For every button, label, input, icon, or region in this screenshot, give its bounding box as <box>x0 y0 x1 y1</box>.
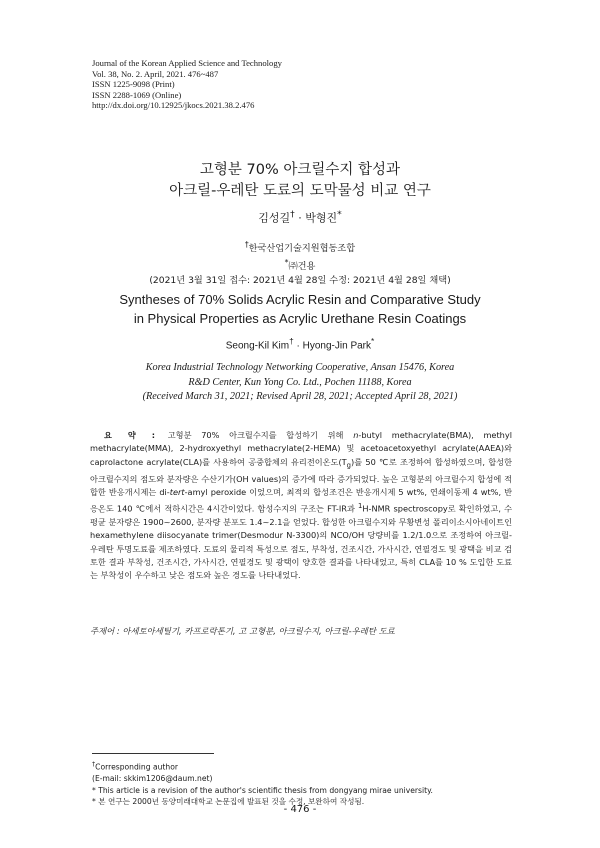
footnote-1: * This article is a revision of the author's scientific thesis from dongyang mirae university. <box>92 785 433 795</box>
abstract-label: 요 약 : <box>104 430 159 440</box>
abstract-text-3: )를 50 ℃로 조정하여 합성하였으며, 합성한 아크릴수지의 점도와 분자량은 수산기가(OH values)의 증가에 따라 증가되었다. 높은 고형분의 아크릴수지 합성에 적합한 반응개시제는 di- <box>90 456 512 498</box>
korean-title <box>0 160 600 202</box>
dates-en: (Received March 31, 2021; Revised April 28, 2021; Accepted April 28, 2021) <box>142 391 458 403</box>
affiliation-en-2: R&D Center, Kun Yong Co. Ltd., Pochen 11188, Korea <box>188 376 412 388</box>
author-separator-en: · <box>293 340 303 352</box>
affiliation-ko-1-mark: † <box>244 240 249 249</box>
korean-authors <box>0 209 600 226</box>
corresponding-author <box>92 759 433 773</box>
abstract-italic-n: n <box>353 430 359 440</box>
issn-print: ISSN 1225-9098 (Print) <box>92 79 175 90</box>
author2-en: Hyong-Jin Park <box>302 340 371 352</box>
abstract-text-1: 고형분 70% 아크릴수지를 합성하기 위해 <box>167 430 354 440</box>
corresponding-label: Corresponding author <box>95 762 178 772</box>
journal-name: Journal of the Korean Applied Science and Technology <box>92 58 282 68</box>
abstract-italic-tert: tert <box>169 487 185 498</box>
doi-link[interactable]: http://dx.doi.org/10.12925/jkocs.2021.38.2.476 <box>92 100 255 111</box>
english-title-line2: in Physical Properties as Acrylic Urethane Resin Coatings <box>133 310 467 326</box>
page-number: - 476 - <box>283 804 317 815</box>
english-title <box>0 291 600 328</box>
affiliation-ko-1 <box>0 238 600 256</box>
author1-en: Seong-Kil Kim <box>225 340 290 352</box>
affiliation-ko-1-text: 한국산업기술지원협동조합 <box>248 243 356 255</box>
journal-header <box>92 58 282 111</box>
english-authors <box>0 336 600 351</box>
abstract-text-5: H-NMR spectroscopy로 확인하였고, 수평균 분자량은 1900~2600, 분자량 분포도 1.4~2.1을 얻었다. 합성한 아크릴수지와 무황변성 폴리이소시아네이트인 hexamethylene diisocyanate trimer(Desmodur N-3300)의 NCO/OH 당량비를 1.2/1.0으로 조정하여 아크릴-우레탄 투명도료를 제조하였다. 도료의 물리적 특성으로 점도, 부착성, 건조시간, 가사시간, 연필경도 및 광택을 비교 검토한 결과 부착성, 건조시간, 가사시간, 연필경도 및 광택이 양호한 결과를 나타내었고, 특히 CLA를 10 % 도입한 도료는 부착성이 우수하고 낮은 점도와 높은 경도를 나타내었다. <box>90 503 512 581</box>
author2-en-mark: * <box>371 336 375 346</box>
footnotes <box>92 759 433 808</box>
abstract-superscript-1: 1 <box>358 501 363 510</box>
dates-ko: (2021년 3월 31일 접수: 2021년 4월 28일 수정: 2021년 4월 28일 채택) <box>149 275 451 287</box>
affiliation-ko-2 <box>0 256 600 274</box>
abstract-subscript-g: g <box>346 461 351 470</box>
korean-affiliations <box>0 238 600 288</box>
author2-ko: 박형진 <box>305 211 338 225</box>
affiliation-en-1: Korea Industrial Technology Networking Cooperative, Ansan 15476, Korea <box>145 362 455 373</box>
author1-ko-mark: † <box>290 209 295 220</box>
author1-en-mark: † <box>289 336 294 346</box>
journal-volume: Vol. 38, No. 2. April, 2021. 476~487 <box>92 68 219 79</box>
abstract-text-2: -butyl methacrylate(BMA), methyl methacrylate(MMA), 2-hydroxyethyl methacrylate(2-HEMA) 및 acetoacetoxyethyl acrylate(AAEA)와 caprolactone acrylate(CLA)를 사용하여 공중합체의 유리전이온도(T <box>90 430 512 467</box>
english-affiliations <box>0 361 600 405</box>
english-title-line1: Syntheses of 70% Solids Acrylic Resin and Comparative Study <box>119 292 481 307</box>
affiliation-ko-2-text: ㈜건용 <box>288 261 316 273</box>
author2-ko-mark: * <box>337 209 342 220</box>
korean-title-line2: 아크릴-우레탄 도료의 도막물성 비교 연구 <box>169 183 431 199</box>
author-separator-ko: · <box>294 211 306 225</box>
footnote-2: * 본 연구는 2000년 동양미래대학교 논문집에 발표된 것을 수정, 보완하여 작성됨. <box>92 797 365 807</box>
corresponding-mark: † <box>92 761 96 768</box>
abstract-text-4: -amyl peroxide 이었으며, 최적의 합성조건은 반응개시제 5 wt%, 연쇄이동제 4 wt%, 반응온도 140 ℃에서 적하시간은 4시간이었다. 합성수지의 구조는 FT-IR과 <box>90 487 512 514</box>
footnote-divider <box>92 753 214 754</box>
keywords: 주제어 : 아세토아세틸기, 카프로락톤기, 고 고형분, 아크릴수지, 아크릴-우레탄 도료 <box>90 626 395 636</box>
issn-online: ISSN 2288-1069 (Online) <box>92 89 182 100</box>
abstract <box>90 429 512 583</box>
author1-ko: 김성길 <box>258 211 291 225</box>
korean-title-line1: 고형분 70% 아크릴수지 합성과 <box>199 162 401 178</box>
corresponding-email[interactable]: (E-mail: skkim1206@daum.net) <box>92 774 213 784</box>
affiliation-ko-2-mark: * <box>284 258 289 268</box>
